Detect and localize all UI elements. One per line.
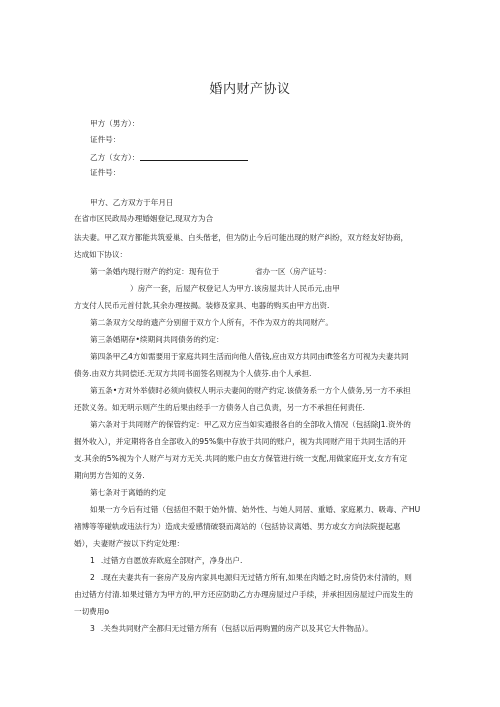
article-1-text: 省办一区（房产证号：	[255, 267, 332, 276]
party-b-id-label: 证件号：	[90, 168, 121, 177]
article-7-paragraph-line: 婚），夫妻财产按以下约定处理：	[74, 539, 185, 548]
article-1-line	[90, 267, 331, 277]
article-1-text: 第一条婚内现行财产的约定：现有位于	[90, 267, 220, 276]
list-item	[90, 573, 412, 583]
article-3: 第三条婚期存•续期间共同债务的约定：	[90, 335, 224, 344]
party-b-signature-line[interactable]	[140, 152, 248, 161]
list-item	[90, 624, 373, 634]
article-2: 第二条双方父母的遗产分别留于双方个人所有，不作为双方的共同财产。	[90, 318, 333, 327]
list-item-text: .现在夫妻共有一套房产及房内家具电源归无过错方所有,如果在肉婚之时,房贷仍未付清的，则	[100, 573, 412, 582]
list-item-continuation: 由过错方付清.如果过错方为甲方的,甲方还应防助乙方办理房屋过户手续，并承担因房屋过户而发生的	[74, 590, 413, 599]
paragraph-line: 在省市区民政局办理婚姻登记,现双方为合	[74, 214, 214, 223]
document-title: 婚内财产协议	[209, 82, 291, 97]
list-item-number: 1	[90, 556, 95, 565]
article-5-line: 还款义务。如无明示则产生的后果由经手一方债务人自己负责，另一方不承担任何责任.	[74, 403, 365, 412]
paragraph-line: 甲方、乙方双方于年月日	[90, 198, 174, 207]
article-6-line: 掘外收入），并定期将各自全部收入的95%集中存放于共同的账户，视为共同财产用于共同生活的开	[74, 437, 407, 446]
list-item-number: 2	[90, 573, 95, 582]
list-item	[90, 556, 242, 566]
party-a-id-label: 证件号：	[90, 135, 121, 144]
paragraph-line: 法夫妻。甲乙双方都能共筑爱巢、白头偕老，但为防止今后可能出现的财产纠纷，双方经友好协商，	[74, 233, 409, 242]
article-1-line: ）房产一套，后屋产权登记人为甲方.该房屋共计人民币元,由甲	[130, 284, 340, 293]
list-item-text: .过错方自愿放弃欧庭全部财产，净身出户.	[100, 556, 243, 565]
paragraph-line: 达成如下协议：	[74, 250, 128, 259]
article-6-line: 第六条对于共同财产的保管约定：甲乙双方应当如实通报各自的全部收入情况（包括除J1.资外的	[90, 420, 411, 429]
article-1-line: 方支付人民币元首付款,其余办理按揭。装修及家具、电器的购买由甲方出资.	[74, 301, 330, 310]
party-b-label: 乙方（女方）：	[90, 153, 140, 162]
party-b-row	[90, 152, 248, 163]
article-5-line: 第五条•方对外举债时必须向债权人明示夫妻间的财产约定.该债务系一方个人债务,另一方不承担	[90, 386, 411, 395]
party-a-label: 甲方（男方）：	[90, 119, 140, 128]
article-7-paragraph-line: 褚博等等碰轨或违法行为）造成夫爱感情破裂而离站的（包括协议离婚、男方或女方向法院提起惠	[74, 522, 401, 531]
article-4-line: 第四条甲乙4方如需要用于家庭共同生活而向他人借钱,应由双方共同由ift签名方可视为夫妻共同	[90, 352, 409, 361]
list-item-number: 3	[90, 624, 95, 633]
list-item-continuation: 一切费用o	[74, 607, 110, 616]
article-6-line: 期向男方告知的义务.	[74, 471, 145, 480]
article-7-paragraph-line: 如果一方今后有过错（包括但不限于始外情、始外性、与她人同居、重婚、家庭累力、吸毒、产HU	[90, 505, 421, 514]
list-item-text: .关叁共同财产全都归无过错方所有（包括以后再购置的房产以及其它大件物品）。	[100, 624, 373, 633]
article-4-line: 债务.由双方共同偿还.无双方共同书面签名则视为个人债芬.由个人承担.	[74, 369, 312, 378]
article-7-heading: 第七条对于离婚的约定	[90, 488, 166, 497]
article-6-line: 支.其余的5%视为个人财产与对方无关.共同的账户由女方保管进行统一支配,用做家庭开支,女方有定	[74, 454, 408, 463]
